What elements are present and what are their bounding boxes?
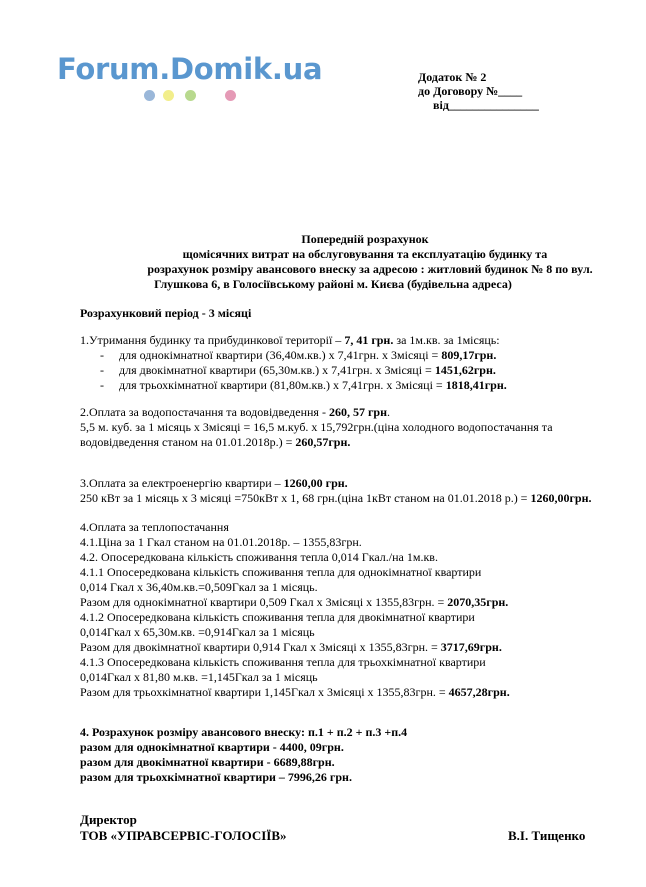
- annex-number: Додаток № 2: [418, 70, 487, 84]
- s2-line-2: [80, 435, 625, 450]
- list-item: [80, 348, 625, 363]
- s4-line-7: 0,014Гкал х 65,30м.кв. =0,914Гкал за 1 місяць: [80, 625, 315, 639]
- section-1-heading: [80, 333, 625, 348]
- s1-item-text: для двокімнатної квартири (65,30м.кв.) х 7,41грн. х 3місяці =: [119, 363, 435, 377]
- s4-line-5-value: 2070,35грн.: [447, 595, 509, 609]
- s3-line-value: 1260,00грн.: [530, 491, 592, 505]
- signature-name: В.І. Тищенко: [508, 828, 586, 843]
- s2-dot: .: [387, 405, 390, 419]
- annex-date: від_______________: [418, 98, 539, 112]
- s4-line-11-text: Разом для трьохкімнатної квартири 1,145Гкал х 3місяці х 1355,83грн. =: [80, 685, 449, 699]
- logo-dot-4: [225, 90, 236, 101]
- s1-head-text: 1.Утримання будинку та прибудинкової території –: [80, 333, 345, 347]
- s4-line-11-value: 4657,28грн.: [448, 685, 510, 699]
- advance-one-room: разом для однокімнатної квартири - 4400, 09грн.: [80, 740, 344, 754]
- s2-line-1: 5,5 м. куб. за 1 місяць х 3місяці = 16,5 м.куб. х 15,792грн.(ціна холодного водопостачання та: [80, 420, 553, 434]
- section-4-heading: 4.Оплата за теплопостачання: [80, 520, 229, 534]
- logo-dot-2: [163, 90, 174, 101]
- advance-three-room: разом для трьохкімнатної квартири – 7996,26 грн.: [80, 770, 352, 784]
- section-heating: [80, 520, 625, 700]
- s4-line-10: 0,014Гкал х 81,80 м.кв. =1,145Гкал за 1 місяць: [80, 670, 318, 684]
- s2-line-2-value: 260,57грн.: [295, 435, 351, 449]
- document-title: [0, 232, 646, 292]
- logo-dot-1: [144, 90, 155, 101]
- site-logo: Forum.Domik.ua: [57, 52, 323, 86]
- list-item: [80, 378, 625, 393]
- s1-rate: 7, 41 грн.: [344, 333, 394, 347]
- s4-line-4: 0,014 Гкал х 36,40м.кв.=0,509Гкал за 1 місяць.: [80, 580, 318, 594]
- s4-line-6: 4.1.2 Опосередкована кількість споживання тепла для двокімнатної квартири: [80, 610, 475, 624]
- s1-item-text: для трьохкімнатної квартири (81,80м.кв.) х 7,41грн. х 3місяці =: [119, 378, 446, 392]
- s2-line-2-text: водовідведення станом на 01.01.2018р.) =: [80, 435, 296, 449]
- section-water: [80, 405, 625, 450]
- signature-title: Директор: [80, 812, 137, 827]
- s4-line-3: 4.1.1 Опосередкована кількість споживання тепла для однокімнатної квартири: [80, 565, 482, 579]
- s1-item-text: для однокімнатної квартири (36,40м.кв.) х 7,41грн. х 3місяці =: [119, 348, 442, 362]
- s3-total: 1260,00 грн.: [283, 476, 348, 490]
- title-line-3: розрахунок розміру авансового внеску за адресою : житловий будинок № 8 по вул.: [147, 262, 593, 276]
- s3-line-text: 250 кВт за 1 місяць х 3 місяці =750кВт х 1, 68 грн.(ціна 1кВт станом на 01.01.2018 р.) =: [80, 491, 531, 505]
- section-2-heading: [80, 405, 625, 420]
- s4-line-8-text: Разом для двокімнатної квартири 0,914 Гкал х 3місяці х 1355,83грн. =: [80, 640, 441, 654]
- s3-head-text: 3.Оплата за електроенергію квартири –: [80, 476, 284, 490]
- s2-head-text: 2.Оплата за водопостачання та водовідведення -: [80, 405, 329, 419]
- title-line-4: Глушкова 6, в Голосіївському районі м. Києва (будівельна адреса): [154, 277, 512, 291]
- title-line-2: щомісячних витрат на обслуговування та експлуатацію будинку та: [182, 247, 548, 261]
- s2-total: 260, 57 грн: [328, 405, 387, 419]
- section-3-heading: [80, 476, 625, 491]
- s4-line-1: 4.1.Ціна за 1 Гкал станом на 01.01.2018р. – 1355,83грн.: [80, 535, 362, 549]
- advance-two-room: разом для двокімнатної квартири - 6689,88грн.: [80, 755, 335, 769]
- s1-item-value: 1818,41грн.: [445, 378, 507, 392]
- s4-line-8: [80, 640, 625, 655]
- calculation-period: Розрахунковий період - 3 місяці: [80, 306, 252, 320]
- title-line-1: Попередній розрахунок: [301, 232, 429, 246]
- s1-item-value: 1451,62грн.: [434, 363, 496, 377]
- signature-company: ТОВ «УПРАВСЕРВІС-ГОЛОСІЇВ»: [80, 828, 287, 843]
- section-maintenance: [80, 333, 625, 393]
- s4-line-5: [80, 595, 625, 610]
- annex-contract: до Договору №____: [418, 84, 523, 98]
- s3-line: [80, 491, 625, 506]
- section-5-heading: 4. Розрахунок розміру авансового внеску: п.1 + п.2 + п.3 +п.4: [80, 725, 408, 739]
- logo-dot-3: [185, 90, 196, 101]
- section-advance-payment: [80, 725, 625, 785]
- s1-item-value: 809,17грн.: [441, 348, 497, 362]
- s1-unit: за 1м.кв. за 1місяць:: [393, 333, 500, 347]
- s4-line-11: [80, 685, 625, 700]
- section-electricity: [80, 476, 625, 506]
- annex-header: [418, 70, 539, 112]
- s4-line-8-value: 3717,69грн.: [440, 640, 502, 654]
- list-item: [80, 363, 625, 378]
- s4-line-5-text: Разом для однокімнатної квартири 0,509 Гкал х 3місяці х 1355,83грн. =: [80, 595, 448, 609]
- s4-line-9: 4.1.3 Опосередкована кількість споживання тепла для трьохкімнатної квартири: [80, 655, 486, 669]
- s4-line-2: 4.2. Опосередкована кількість споживання тепла 0,014 Гкал./на 1м.кв.: [80, 550, 438, 564]
